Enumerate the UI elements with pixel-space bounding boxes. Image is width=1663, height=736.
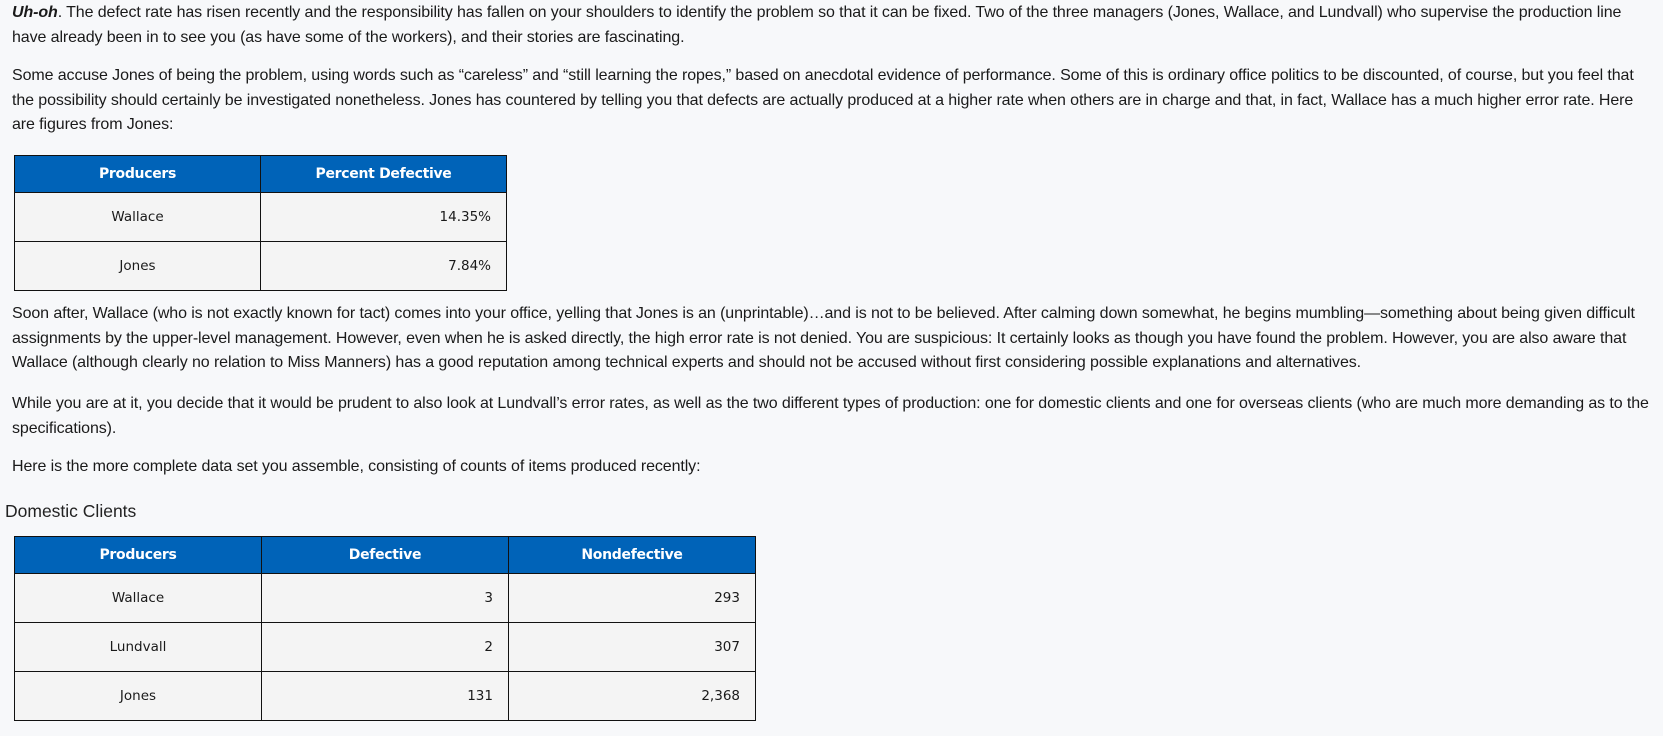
table-row [15,242,507,291]
table-header-row [15,156,507,193]
table-row [15,574,756,623]
table-row [15,193,507,242]
column-header-nondefective: Nondefective [509,537,756,574]
domestic-clients-heading: Domestic Clients [5,501,137,521]
lundvall-paragraph: While you are at it, you decide that it would be prudent to also look at Lundvall’s error rates, as well as the two different types of production: one for domestic clients and one for overseas clients (who are much more demanding as to the specifications). [12,395,1649,437]
table-row [15,623,756,672]
column-header-defective: Defective [262,537,509,574]
producer-cell: Lundvall [15,623,262,672]
defective-cell: 2 [262,623,509,672]
percent-defective-cell: 14.35% [261,193,507,242]
column-header-producers: Producers [15,156,261,193]
wallace-paragraph: Soon after, Wallace (who is not exactly known for tact) comes into your office, yelling that Jones is an (unprintable)…and is not to be believed. After calming down somewhat, he begins mumbling—something about being given difficult assignments by the upper-level management. However, even when he is asked directly, the high error rate is not denied. You are suspicious: It certainly looks as though you have found the problem. However, you are also aware that Wallace (although clearly no relation to Miss Manners) has a good reputation among technical experts and should not be accused without first considering possible explanations and alternatives. [12,305,1635,371]
defective-cell: 3 [262,574,509,623]
producer-cell: Jones [15,672,262,721]
intro-lead: Uh-oh [12,4,58,21]
intro-text: . The defect rate has risen recently and the responsibility has fallen on your shoulders to identify the problem so that it can be fixed. Two of the three managers (Jones, Wallace, and Lundvall) who supervise the production line have already been in to see you (as have some of the workers), and their stories are fascinating. [12,4,1622,46]
defective-cell: 131 [262,672,509,721]
percent-defective-cell: 7.84% [261,242,507,291]
producer-cell: Jones [15,242,261,291]
table-row [15,672,756,721]
dataset-intro-paragraph: Here is the more complete data set you assemble, consisting of counts of items produced recently: [12,458,701,475]
nondefective-cell: 293 [509,574,756,623]
producer-cell: Wallace [15,574,262,623]
producer-cell: Wallace [15,193,261,242]
nondefective-cell: 307 [509,623,756,672]
column-header-producers: Producers [15,537,262,574]
table-header-row [15,537,756,574]
column-header-percent-defective: Percent Defective [261,156,507,193]
accusation-paragraph: Some accuse Jones of being the problem, using words such as “careless” and “still learning the ropes,” based on anecdotal evidence of performance. Some of this is ordinary office politics to be discounted, of course, but you feel that the possibility should certainly be investigated nonetheless. Jones has countered by telling you that defects are actually produced at a higher rate when others are in charge and that, in fact, Wallace has a much higher error rate. Here are figures from Jones: [12,67,1634,133]
intro-paragraph [12,1,1652,50]
nondefective-cell: 2,368 [509,672,756,721]
domestic-clients-table [14,536,756,721]
jones-figures-table [14,155,507,291]
